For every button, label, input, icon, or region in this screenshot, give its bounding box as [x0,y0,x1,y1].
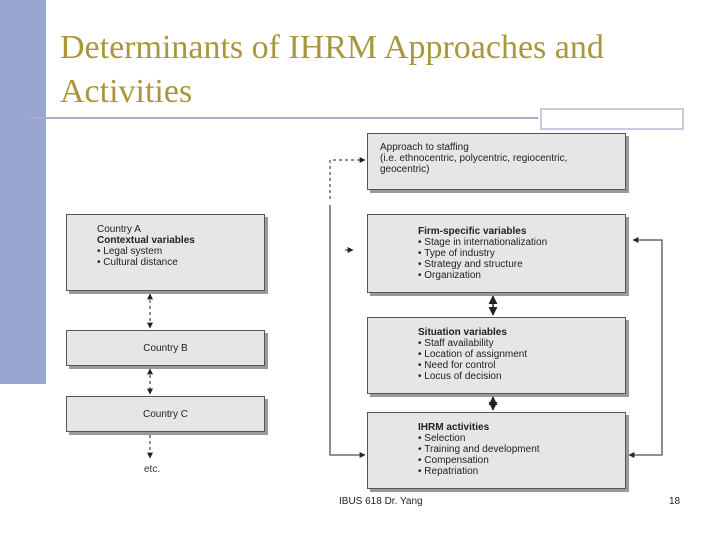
situation-item: • Locus of decision [418,371,625,382]
contextual-item: • Legal system [97,246,264,257]
firm-specific-item: • Type of industry [418,248,625,259]
situation-item: • Staff availability [418,338,625,349]
firm-specific-header: Firm-specific variables [418,226,527,237]
situation-item: • Location of assignment [418,349,625,360]
situation-header: Situation variables [418,327,507,338]
etc-label: etc. [144,464,161,475]
arrow-to-ihrm-activities [330,205,365,455]
country-a-label: Country A [97,224,141,235]
ihrm-item: • Compensation [418,455,625,466]
page-number: 18 [669,496,681,507]
firm-specific-item: • Stage in internationalization [418,237,625,248]
footer-text: IBUS 618 Dr. Yang [339,496,423,507]
staffing-label: Approach to staffing [380,142,469,153]
dashed-arrow-to-staffing [330,160,365,199]
contextual-variables-header: Contextual variables [97,235,195,246]
feedback-loop [629,240,662,455]
country-c-label: Country C [142,409,188,420]
ihrm-header: IHRM activities [418,422,490,433]
ihrm-item: • Training and development [418,444,625,455]
ihrm-item: • Repatriation [418,466,625,477]
slide-title: Determinants of IHRM Approaches and Activities [60,29,604,110]
contextual-item: • Cultural distance [97,257,264,268]
staffing-detail: (i.e. ethnocentric, polycentric, regiocentric, geocentric) [380,153,568,175]
situation-item: • Need for control [418,360,625,371]
firm-specific-item: • Strategy and structure [418,259,625,270]
firm-specific-item: • Organization [418,270,625,281]
ihrm-item: • Selection [418,433,625,444]
country-b-label: Country B [143,343,188,354]
